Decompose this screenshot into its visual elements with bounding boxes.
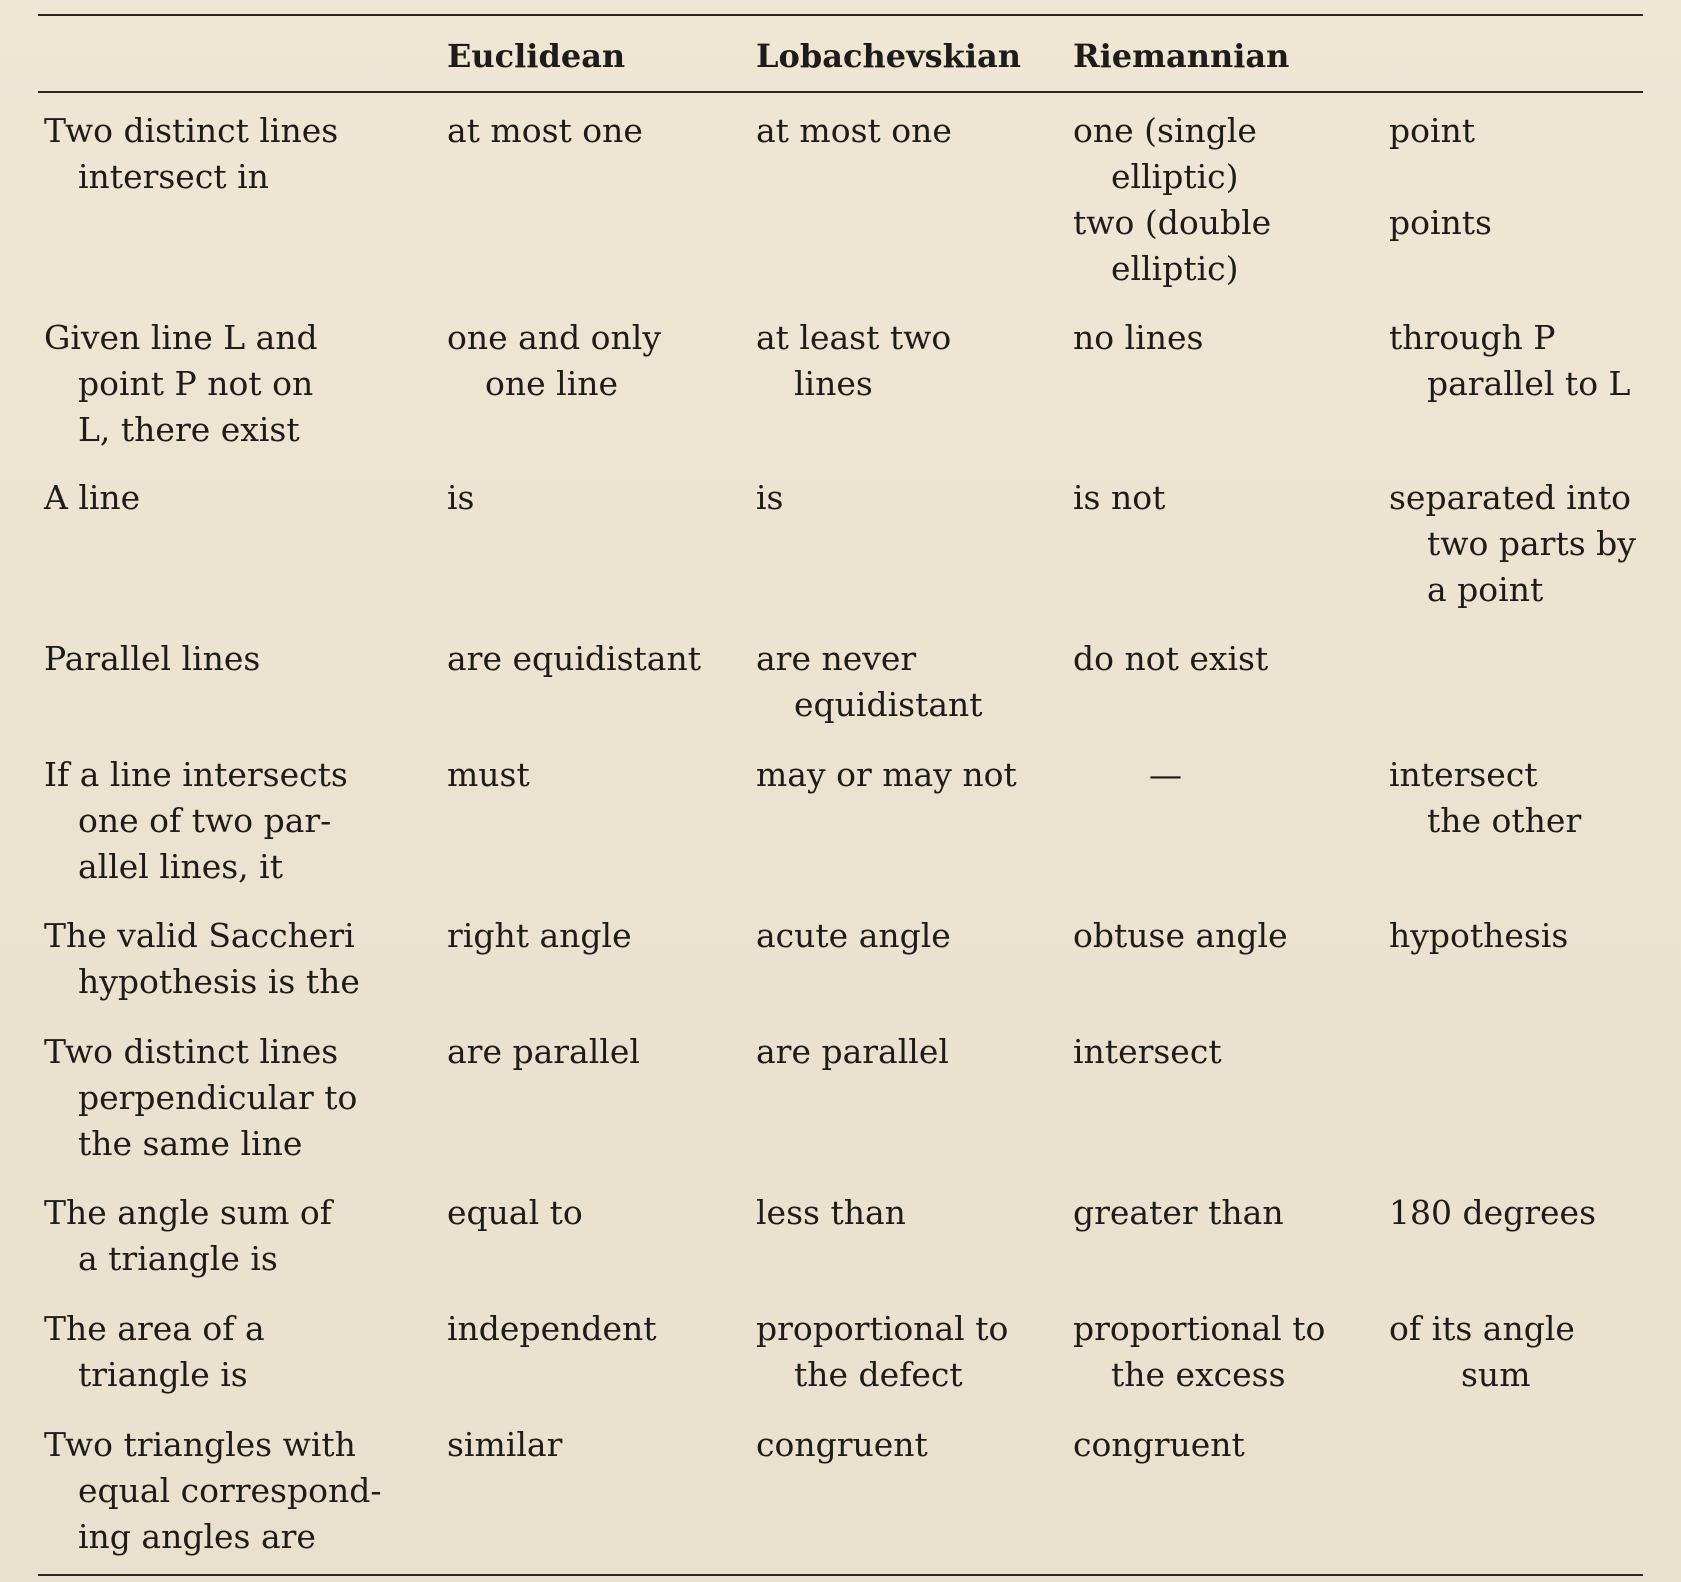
cell-tail: separated into two parts by a point [1389,478,1636,609]
cell-riemannian: proportional to the excess [1073,1309,1326,1394]
cell-riemannian: intersect [1073,1032,1222,1071]
cell-euclidean: must [447,755,530,794]
cell-riemannian: greater than [1073,1193,1284,1232]
row-label: Given line L and point P not on L, there exist [44,318,318,449]
cell-riemannian: no lines [1073,318,1204,357]
cell-lobachevskian: are never equidistant [756,639,983,724]
header-riemannian: Riemannian [1073,37,1290,75]
cell-euclidean: independent [447,1309,657,1348]
row-label: The angle sum of a triangle is [44,1193,332,1278]
header-lobachevskian: Lobachevskian [756,37,1021,75]
cell-lobachevskian: may or may not [756,755,1017,794]
cell-euclidean: one and only one line [447,318,662,403]
row-label: The area of a triangle is [44,1309,265,1394]
cell-lobachevskian: congruent [756,1425,928,1464]
cell-lobachevskian: are parallel [756,1032,949,1071]
row-label: The valid Saccheri hypothesis is the [44,916,360,1001]
cell-euclidean: at most one [447,111,643,150]
cell-euclidean: similar [447,1425,563,1464]
cell-tail: point points [1389,111,1492,242]
cell-lobachevskian: is [756,478,784,517]
cell-riemannian: one (single elliptic) two (double elliptic) [1073,111,1272,288]
cell-riemannian: is not [1073,478,1166,517]
cell-tail: hypothesis [1389,916,1569,955]
cell-riemannian: congruent [1073,1425,1245,1464]
cell-riemannian: — [1149,755,1182,794]
row-label: Two distinct lines perpendicular to the same line [44,1032,358,1163]
cell-lobachevskian: less than [756,1193,906,1232]
cell-riemannian: obtuse angle [1073,916,1288,955]
table-bottom-rule [38,1574,1643,1576]
cell-tail: intersect the other [1389,755,1582,840]
cell-lobachevskian: proportional to the defect [756,1309,1009,1394]
cell-lobachevskian: acute angle [756,916,951,955]
header-euclidean: Euclidean [447,37,626,75]
cell-euclidean: equal to [447,1193,583,1232]
row-label: If a line intersects one of two par- allel lines, it [44,755,348,886]
row-label: Parallel lines [44,639,261,678]
cell-euclidean: right angle [447,916,632,955]
cell-euclidean: is [447,478,475,517]
row-label: Two triangles with equal correspond- ing angles are [44,1425,382,1556]
cell-riemannian: do not exist [1073,639,1269,678]
cell-lobachevskian: at most one [756,111,952,150]
cell-tail: 180 degrees [1389,1193,1597,1232]
table-top-rule [38,14,1643,16]
row-label: Two distinct lines intersect in [44,111,339,196]
cell-euclidean: are equidistant [447,639,701,678]
table-header-rule [38,91,1643,93]
cell-lobachevskian: at least two lines [756,318,952,403]
row-label: A line [44,478,141,517]
cell-tail: of its angle sum [1389,1309,1575,1394]
cell-tail: through P parallel to L [1389,318,1631,403]
cell-euclidean: are parallel [447,1032,640,1071]
